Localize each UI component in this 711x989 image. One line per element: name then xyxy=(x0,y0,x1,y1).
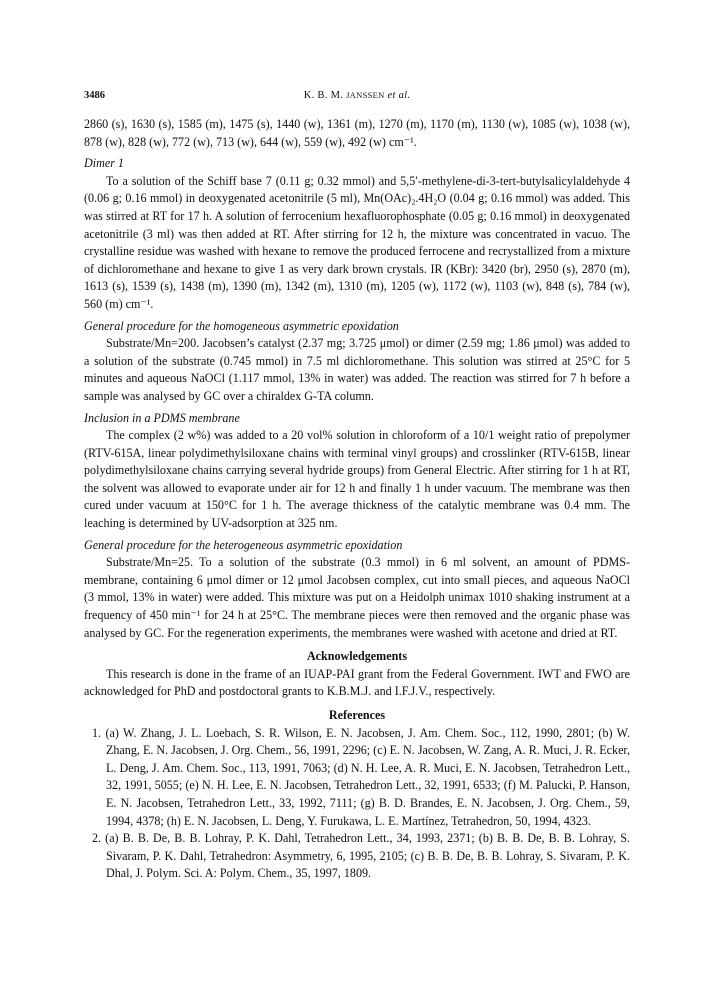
references-heading: References xyxy=(328,708,386,722)
pdms-paragraph: The complex (2 w%) was added to a 20 vol% solution in chloroform of a 10/1 weight ratio of prepolymer (RTV-615A, linear polydimethylsiloxane chains with terminal vinyl groups) and crosslinker (RTV-615B, linear polydimethylsiloxane chains carrying several hydride groups) from General Electric. After stirring for 1 h at RT, the solvent was allowed to evaporate under air for 12 h and finally 1 h under vacuum. The membrane was then cured under vacuum at 150°C for 1 h. The average thickness of the catalytic membrane was 0.4 mm. The leaching is determined by UV-adsorption at 325 nm. xyxy=(84,428,630,531)
dimer-heading: Dimer 1 xyxy=(84,156,124,171)
page-number: 3486 xyxy=(84,90,105,101)
acknowledgements-paragraph: This research is done in the frame of an IUAP-PAI grant from the Federal Government. IWT and FWO are acknowledged for PhD and postdoctoral grants to K.B.M.J. and I.F.J.V., respectively. xyxy=(84,666,630,699)
journal-page xyxy=(84,90,630,883)
reference-list xyxy=(84,725,630,883)
acknowledgements-heading: Acknowledgements xyxy=(306,649,408,664)
running-head-prefix: K. B. M. xyxy=(303,90,347,101)
running-head xyxy=(84,90,630,101)
page-header xyxy=(84,90,630,106)
running-head-name: JANSSEN xyxy=(346,90,385,100)
reference-item: 1. (a) W. Zhang, J. L. Loebach, S. R. Wilson, E. N. Jacobsen, J. Am. Chem. Soc., 112, 1990, 2801; (b) W. Zhang, E. N. Jacobsen, J. Org. Chem., 56, 1991, 2296; (c) E. N. Jacobsen, W. Zang, A. R. Muci, J. R. Ecker, L. Deng, J. Am. Chem. Soc., 113, 1991, 7063; (d) N. H. Lee, A. R. Muci, E. N. Jacobsen, Tetrahedron Lett., 32, 1991, 5055; (e) N. H. Lee, E. N. Jacobsen, Tetrahedron Lett., 32, 1991, 6533; (f) M. Palucki, P. Hanson, E. N. Jacobsen, Tetrahedron Lett., 33, 1992, 7111; (g) B. D. Brandes, E. N. Jacobsen, J. Org. Chem., 59, 1994, 4378; (h) E. N. Jacobsen, L. Deng, Y. Furukawa, L. E. Martínez, Tetrahedron, 50, 1994, 4323. xyxy=(92,725,630,828)
heterogeneous-paragraph: Substrate/Mn=25. To a solution of the substrate (0.3 mmol) in 6 ml solvent, an amount of PDMS-membrane, containing 6 μmol dimer or 12 μmol Jacobsen complex, cut into small pieces, and aqueous NaOCl (3 mmol, 13% in water) were added. This mixture was put on a Heidolph unimax 1010 shaking instrument at a frequency of 450 min⁻¹ for 24 h at 25°C. The membrane pieces were then removed and the organic phase was analysed by GC. For the regeneration experiments, the membranes were washed with acetone and dried at RT. xyxy=(84,555,630,640)
running-head-suffix: et al. xyxy=(387,90,411,101)
homogeneous-heading: General procedure for the homogeneous asymmetric epoxidation xyxy=(84,318,399,333)
ir-continuation: 2860 (s), 1630 (s), 1585 (m), 1475 (s), 1440 (w), 1361 (m), 1270 (m), 1170 (m), 1130 (w), 1085 (w), 1038 (w), 878 (w), 828 (w), 772 (w), 713 (w), 644 (w), 559 (w), 492 (w) cm⁻¹. xyxy=(84,117,630,149)
reference-item: 2. (a) B. B. De, B. B. Lohray, P. K. Dahl, Tetrahedron Lett., 34, 1993, 2371; (b) B. B. De, B. B. Lohray, S. Sivaram, P. K. Dahl, Tetrahedron: Asymmetry, 6, 1995, 2105; (c) B. B. De, B. B. Lohray, S. Sivaram, P. K. Dhal, J. Polym. Sci. A: Polym. Chem., 35, 1997, 1809. xyxy=(92,831,630,881)
homogeneous-paragraph: Substrate/Mn=200. Jacobsen’s catalyst (2.37 mg; 3.725 μmol) or dimer (2.59 mg; 1.86 μmol) was added to a solution of the substrate (0.745 mmol) in 7.5 ml dichloromethane. This solution was stirred at 25°C for 5 minutes and aqueous NaOCl (1.117 mmol, 13% in water) was added. The reaction was stirred for 7 h before a sample was analysed by GC over a chiraldex G-TA column. xyxy=(84,336,630,403)
dimer-paragraph: To a solution of the Schiff base 7 (0.11 g; 0.32 mmol) and 5,5′-methylene-di-3-tert-butylsalicylaldehyde 4 (0.06 g; 0.16 mmol) in deoxygenated acetonitrile (5 ml), Mn(OAc)₂.4H₂O (0.04 g; 0.16 mmol) was added. This was stirred at RT for 17 h. A solution of ferrocenium hexafluorophosphate (0.05 g; 0.16 mmol) in deoxygenated acetonitrile (3 ml) was then added at RT. After stirring for 12 h, the mixture was concentrated in vacuo. The crystalline residue was washed with hexane to remove the produced ferrocene and recrystallized from a mixture of dichloromethane and hexane to give 1 as very dark brown crystals. IR (KBr): 3420 (br), 2950 (s), 2870 (m), 1613 (s), 1539 (s), 1438 (m), 1390 (m), 1342 (m), 1310 (m), 1205 (w), 1172 (w), 1103 (w), 848 (s), 784 (w), 560 (m) cm⁻¹. xyxy=(84,173,630,311)
heterogeneous-heading: General procedure for the heterogeneous asymmetric epoxidation xyxy=(84,537,403,552)
pdms-heading: Inclusion in a PDMS membrane xyxy=(84,410,240,425)
